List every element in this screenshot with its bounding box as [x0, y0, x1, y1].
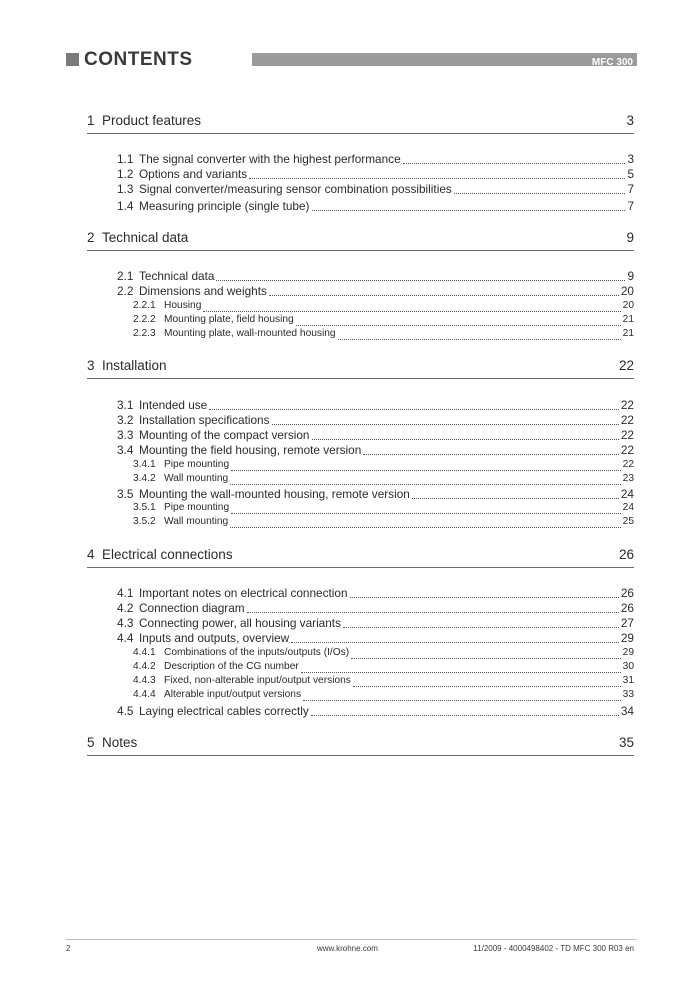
toc-subsection-row[interactable] [133, 300, 634, 315]
section-number: 3.4.1 [133, 459, 156, 470]
header-square-marker [66, 53, 79, 66]
section-title: Mounting the wall-mounted housing, remote version [139, 487, 410, 501]
section-number: 4.5 [117, 704, 134, 718]
section-page-number: 9 [627, 269, 634, 283]
section-number: 2.2.2 [133, 314, 156, 325]
chapter-number: 2 [87, 230, 95, 245]
section-title: Measuring principle (single tube) [139, 199, 310, 213]
section-page-number: 27 [620, 616, 634, 630]
section-title: Mounting of the compact version [139, 428, 310, 442]
chapter-page-number: 3 [626, 113, 634, 128]
chapter-page-number: 26 [618, 547, 634, 562]
section-page-number: 22 [620, 443, 634, 457]
toc-subsection-row[interactable] [133, 314, 634, 329]
section-number: 2.2 [117, 284, 134, 298]
chapter-title: Technical data [102, 230, 189, 245]
section-number: 3.4.2 [133, 473, 156, 484]
section-title: Signal converter/measuring sensor combination possibilities [139, 182, 452, 196]
section-page-number: 31 [622, 675, 634, 686]
toc-section-row[interactable] [117, 152, 634, 167]
section-page-number: 24 [622, 502, 634, 513]
toc-chapter-row[interactable] [87, 230, 634, 251]
section-page-number: 23 [622, 473, 634, 484]
chapter-page-number: 22 [618, 358, 634, 373]
section-title: Pipe mounting [164, 502, 230, 513]
section-number: 2.2.3 [133, 328, 156, 339]
toc-section-row[interactable] [117, 413, 634, 428]
section-title: The signal converter with the highest performance [139, 152, 401, 166]
toc-section-row[interactable] [117, 487, 634, 502]
toc-subsection-row[interactable] [133, 516, 634, 531]
section-page-number: 20 [622, 300, 634, 311]
section-page-number: 22 [620, 398, 634, 412]
section-number: 4.2 [117, 601, 134, 615]
dot-leader [301, 671, 621, 673]
section-title: Housing [164, 300, 202, 311]
section-page-number: 24 [620, 487, 634, 501]
section-page-number: 25 [622, 516, 634, 527]
section-number: 3.5.1 [133, 502, 156, 513]
toc-section-row[interactable] [117, 199, 634, 214]
dot-leader [203, 310, 620, 312]
dot-leader [296, 324, 621, 326]
section-number: 3.1 [117, 398, 134, 412]
dot-leader [291, 641, 619, 643]
toc-chapter-row[interactable] [87, 547, 634, 568]
section-page-number: 26 [620, 601, 634, 615]
section-title: Mounting plate, field housing [164, 314, 294, 325]
section-number: 4.4.3 [133, 675, 156, 686]
dot-leader [272, 423, 619, 425]
chapter-number: 3 [87, 358, 95, 373]
dot-leader [230, 526, 620, 528]
dot-leader [303, 699, 621, 701]
section-page-number: 20 [620, 284, 634, 298]
toc-section-row[interactable] [117, 182, 634, 197]
dot-leader [209, 408, 619, 410]
toc-subsection-row[interactable] [133, 328, 634, 343]
dot-leader [216, 279, 625, 281]
dot-leader [363, 453, 619, 455]
section-title: Combinations of the inputs/outputs (I/Os) [164, 647, 350, 658]
section-page-number: 29 [622, 647, 634, 658]
toc-subsection-row[interactable] [133, 459, 634, 474]
section-number: 1.1 [117, 152, 134, 166]
section-page-number: 34 [620, 704, 634, 718]
chapter-title: Installation [102, 358, 167, 373]
section-title: Dimensions and weights [139, 284, 267, 298]
toc-section-row[interactable] [117, 269, 634, 284]
section-number: 4.3 [117, 616, 134, 630]
dot-leader [231, 512, 621, 514]
section-page-number: 7 [627, 182, 634, 196]
toc-section-row[interactable] [117, 616, 634, 631]
footer-page-number: 2 [66, 944, 71, 953]
dot-leader [343, 626, 619, 628]
section-number: 4.4.2 [133, 661, 156, 672]
section-page-number: 33 [622, 689, 634, 700]
section-page-number: 3 [627, 152, 634, 166]
section-number: 1.2 [117, 167, 134, 181]
chapter-number: 5 [87, 735, 95, 750]
section-number: 2.1 [117, 269, 134, 283]
section-number: 1.3 [117, 182, 134, 196]
toc-section-row[interactable] [117, 704, 634, 719]
dot-leader [230, 483, 620, 485]
section-page-number: 22 [622, 459, 634, 470]
toc-section-row[interactable] [117, 601, 634, 616]
section-number: 3.5.2 [133, 516, 156, 527]
header-bar [252, 53, 637, 66]
section-number: 1.4 [117, 199, 134, 213]
toc-subsection-row[interactable] [133, 689, 634, 704]
section-title: Wall mounting [164, 516, 229, 527]
dot-leader [454, 192, 626, 194]
toc-subsection-row[interactable] [133, 473, 634, 488]
section-number: 3.4 [117, 443, 134, 457]
section-page-number: 30 [622, 661, 634, 672]
toc-subsection-row[interactable] [133, 675, 634, 690]
section-title: Installation specifications [139, 413, 270, 427]
section-page-number: 22 [620, 413, 634, 427]
footer-website: www.krohne.com [317, 944, 378, 953]
toc-section-row[interactable] [117, 443, 634, 458]
section-title: Connection diagram [139, 601, 245, 615]
toc-subsection-row[interactable] [133, 647, 634, 662]
section-number: 3.5 [117, 487, 134, 501]
page-title: CONTENTS [84, 49, 193, 70]
toc-chapter-row[interactable] [87, 735, 634, 756]
footer-divider [66, 939, 637, 940]
toc-section-row[interactable] [117, 428, 634, 443]
section-title: Connecting power, all housing variants [139, 616, 341, 630]
dot-leader [269, 294, 619, 296]
dot-leader [338, 338, 621, 340]
toc-section-row[interactable] [117, 284, 634, 299]
section-title: Mounting plate, wall-mounted housing [164, 328, 336, 339]
section-title: Description of the CG number [164, 661, 299, 672]
section-page-number: 7 [627, 199, 634, 213]
toc-section-row[interactable] [117, 631, 634, 646]
dot-leader [247, 611, 619, 613]
header-model-label: MFC 300 [591, 57, 633, 68]
chapter-title: Notes [102, 735, 138, 750]
chapter-page-number: 35 [618, 735, 634, 750]
section-title: Inputs and outputs, overview [139, 631, 290, 645]
section-page-number: 22 [620, 428, 634, 442]
chapter-title: Electrical connections [102, 547, 233, 562]
page-header [66, 50, 637, 70]
dot-leader [311, 714, 619, 716]
footer-document-reference: 11/2009 - 4000498402 - TD MFC 300 R03 en [473, 944, 634, 953]
section-number: 2.2.1 [133, 300, 156, 311]
section-number: 3.3 [117, 428, 134, 442]
toc-chapter-row[interactable] [87, 358, 634, 379]
dot-leader [351, 657, 620, 659]
section-number: 3.2 [117, 413, 134, 427]
toc-section-row[interactable] [117, 398, 634, 413]
section-title: Fixed, non-alterable input/output versions [164, 675, 351, 686]
section-title: Laying electrical cables correctly [139, 704, 309, 718]
section-page-number: 21 [622, 314, 634, 325]
dot-leader [353, 685, 621, 687]
section-title: Mounting the field housing, remote version [139, 443, 362, 457]
section-title: Alterable input/output versions [164, 689, 302, 700]
section-title: Intended use [139, 398, 208, 412]
chapter-number: 4 [87, 547, 95, 562]
dot-leader [350, 596, 619, 598]
section-number: 4.4.1 [133, 647, 156, 658]
dot-leader [403, 162, 626, 164]
chapter-number: 1 [87, 113, 95, 128]
section-title: Important notes on electrical connection [139, 586, 348, 600]
dot-leader [412, 497, 619, 499]
dot-leader [231, 469, 621, 471]
section-page-number: 21 [622, 328, 634, 339]
section-title: Pipe mounting [164, 459, 230, 470]
dot-leader [249, 177, 625, 179]
section-number: 4.1 [117, 586, 134, 600]
section-page-number: 29 [620, 631, 634, 645]
toc-subsection-row[interactable] [133, 661, 634, 676]
dot-leader [312, 209, 626, 211]
section-page-number: 26 [620, 586, 634, 600]
section-number: 4.4 [117, 631, 134, 645]
section-title: Wall mounting [164, 473, 229, 484]
dot-leader [312, 438, 619, 440]
toc-subsection-row[interactable] [133, 502, 634, 517]
toc-section-row[interactable] [117, 586, 634, 601]
section-title: Options and variants [139, 167, 248, 181]
toc-chapter-row[interactable] [87, 113, 634, 134]
section-page-number: 5 [627, 167, 634, 181]
chapter-title: Product features [102, 113, 202, 128]
chapter-page-number: 9 [626, 230, 634, 245]
section-number: 4.4.4 [133, 689, 156, 700]
section-title: Technical data [139, 269, 215, 283]
toc-section-row[interactable] [117, 167, 634, 182]
